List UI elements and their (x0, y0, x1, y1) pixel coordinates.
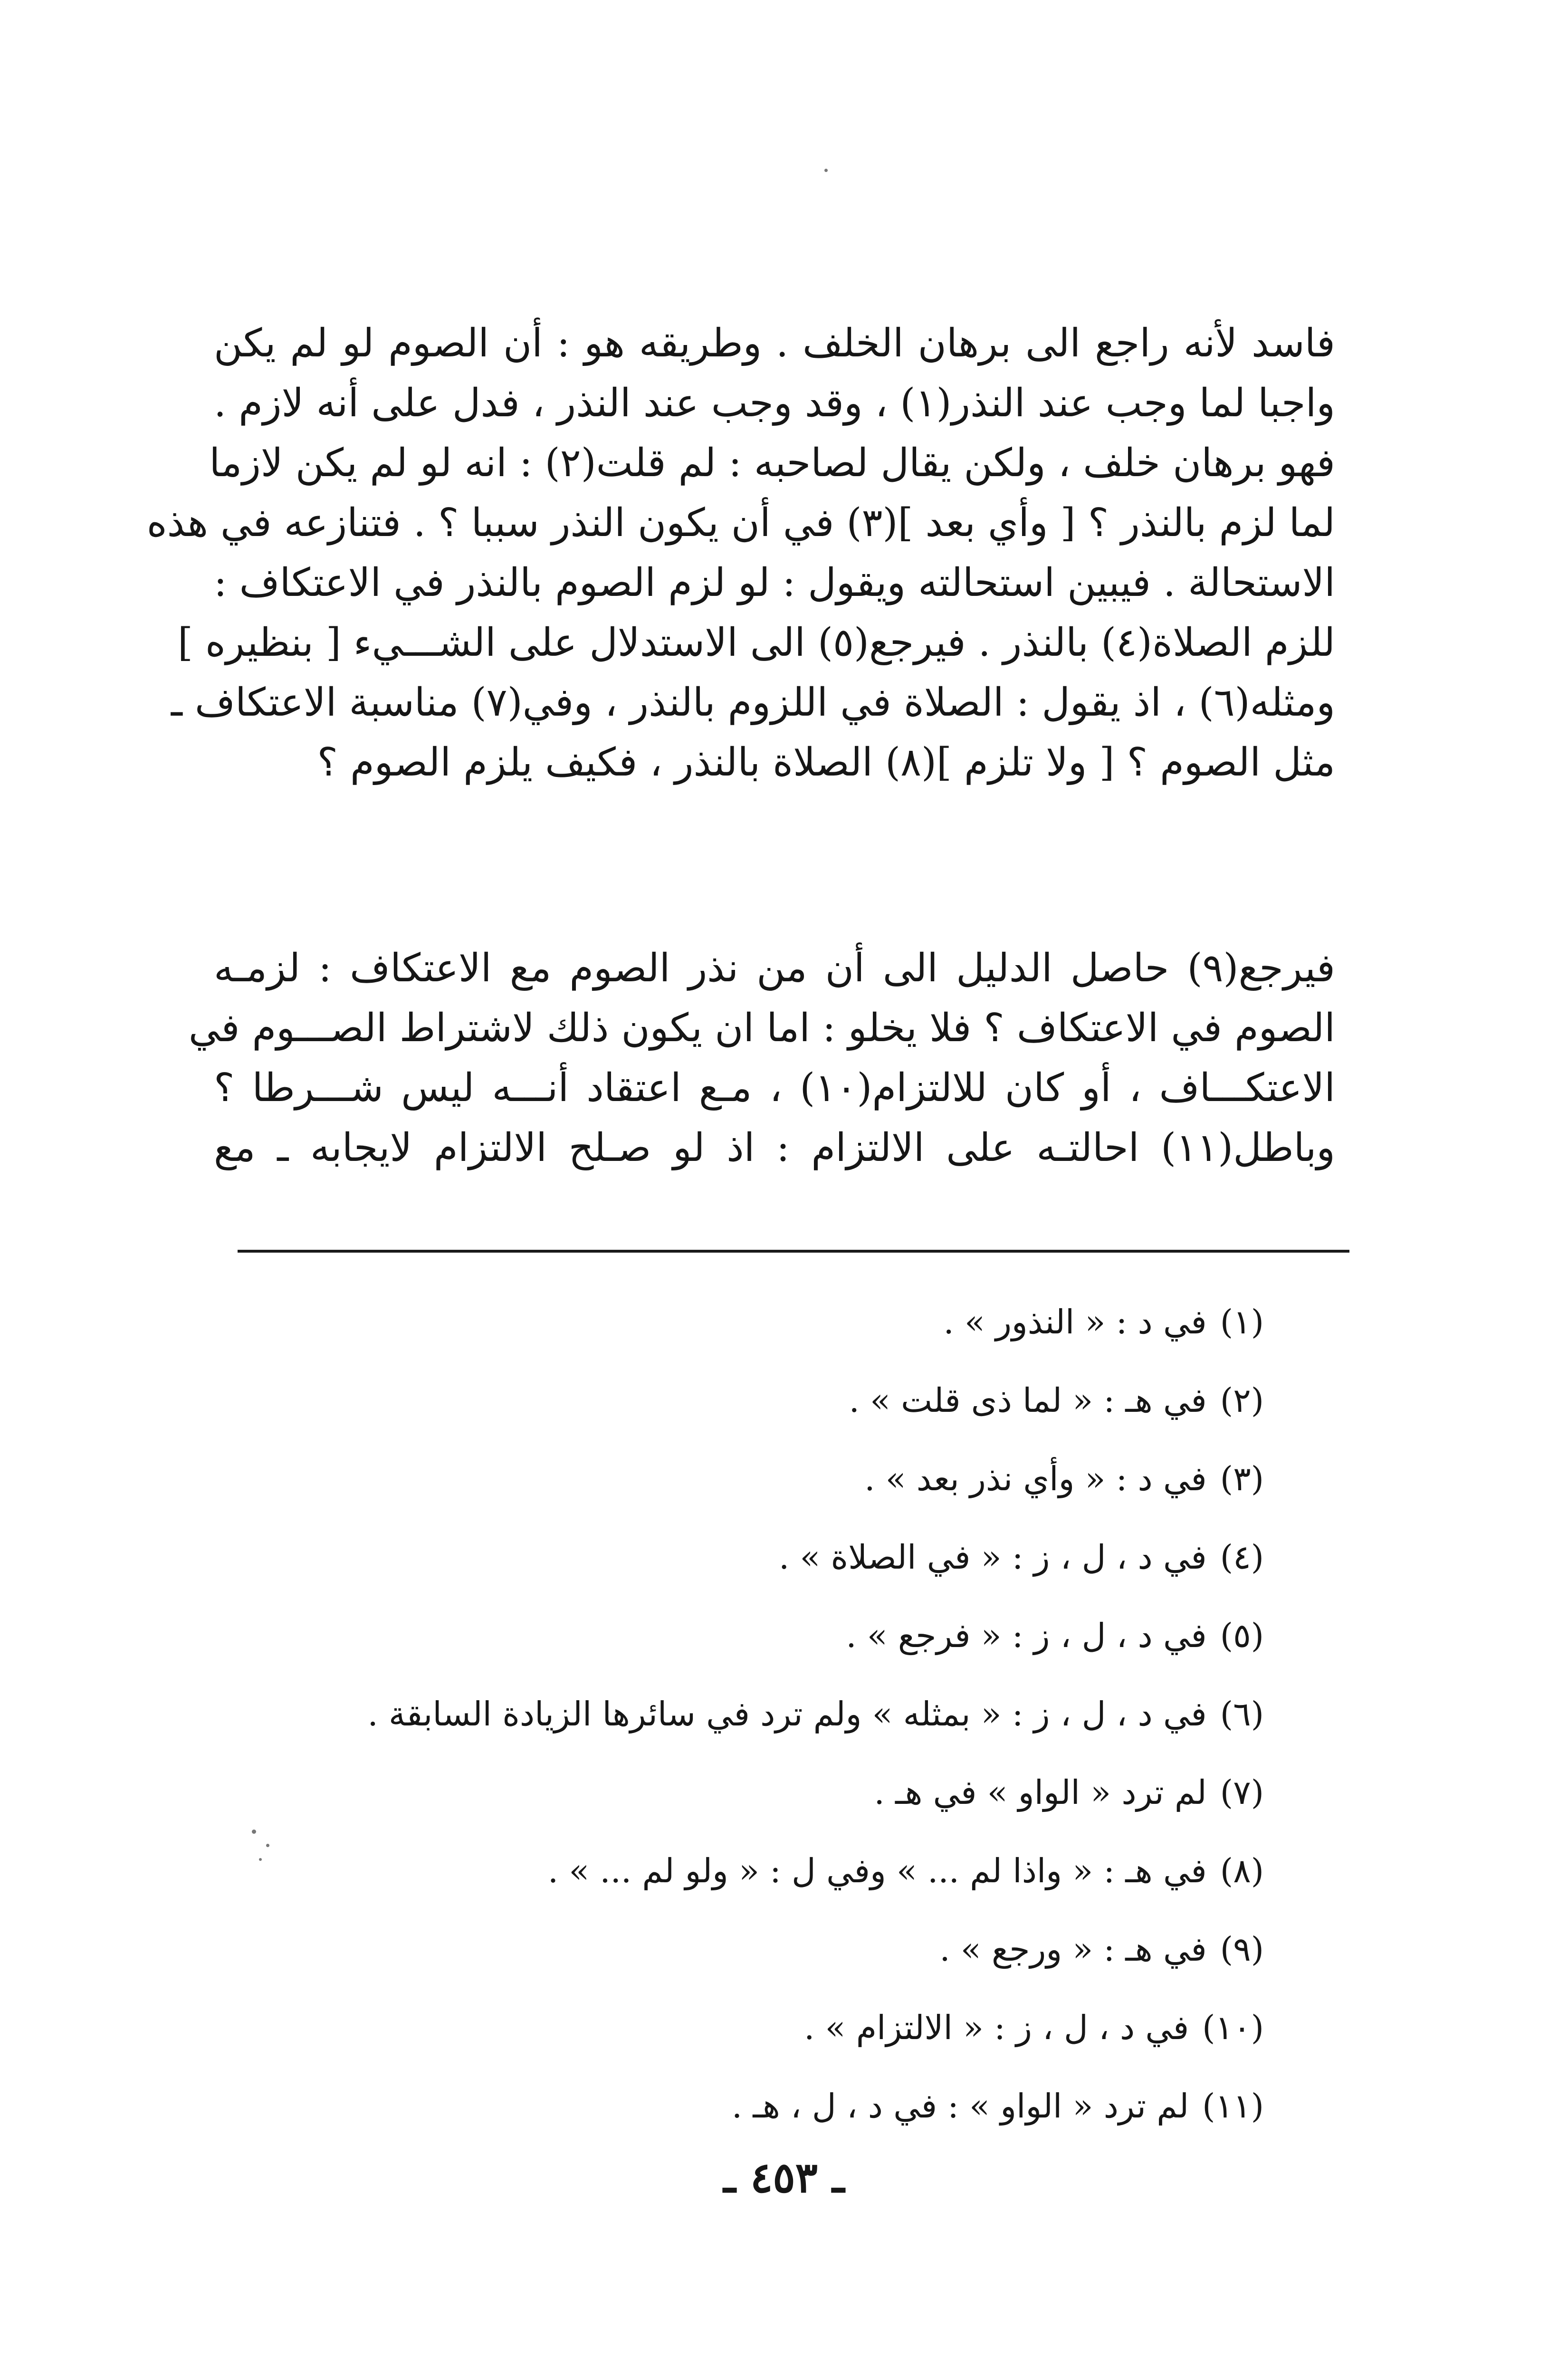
footnote-number: (٥) (1220, 1616, 1264, 1655)
footnote-number: (٨) (1220, 1851, 1264, 1890)
footnotes (238, 1283, 1264, 2146)
text-line: الاستحالة . فيبين استحالته ويقول : لو لزم الصوم بالنذر في الاعتكاف : (213, 560, 1335, 605)
footnote-number: (١١) (1202, 2087, 1264, 2126)
scan-speck (266, 1844, 269, 1847)
footnote-text: لم ترد « الواو » في هـ . (874, 1773, 1207, 1812)
footnote (238, 1989, 1264, 2067)
footnote-divider (238, 1250, 1349, 1253)
footnote-text: في هـ : « واذا لم ... » وفي ل : « ولو لم ... » . (547, 1851, 1207, 1890)
footnote (238, 1518, 1264, 1597)
text-line: مثل الصوم ؟ [ ولا تلزم ](٨) الصلاة بالنذر ، فكيف يلزم الصوم ؟ (317, 740, 1335, 785)
footnote-text: في د ، ل ، ز : « في الصلاة » . (778, 1538, 1207, 1577)
text-line: ومثله(٦) ، اذ يقول : الصلاة في اللزوم بالنذر ، وفي(٧) مناسبة الاعتكاف ـ (171, 680, 1335, 725)
text-line: واجبا لما وجب عند النذر(١) ، وقد وجب عند النذر ، فدل على أنه لازم . (214, 381, 1335, 426)
footnote (238, 1832, 1264, 1910)
footnote (238, 1440, 1264, 1518)
footnote (238, 1597, 1264, 1675)
scan-speck (259, 1858, 262, 1861)
footnote (238, 1361, 1264, 1440)
footnote-text: في د : « وأي نذر بعد » . (864, 1459, 1207, 1498)
scan-speck (824, 169, 828, 172)
page-number: ـ ٤٥٣ ـ (723, 2153, 845, 2202)
footnote-text: لم ترد « الواو » : في د ، ل ، هـ . (731, 2087, 1189, 2126)
footnote-number: (٦) (1220, 1695, 1264, 1734)
footnote-number: (٧) (1220, 1773, 1264, 1812)
footnote-number: (١) (1220, 1303, 1264, 1341)
footnote-number: (٢) (1220, 1381, 1264, 1420)
footnote-text: في د : « النذور » . (943, 1303, 1207, 1341)
footnote-number: (٣) (1220, 1459, 1264, 1498)
text-line: لما لزم بالنذر ؟ [ وأي بعد ](٣) في أن يكون النذر سببا ؟ . فتنازعه في هذه (146, 500, 1335, 546)
paragraph-1 (146, 314, 1335, 793)
text-line: للزم الصلاة(٤) بالنذر . فيرجع(٥) الى الاستدلال على الشـــيء [ بنظيره ] (177, 620, 1335, 665)
footnote (238, 1753, 1264, 1832)
text-line: الاعتكـــاف ، أو كان للالتزام(١٠) ، مـع اعتقاد أنـــه ليس شـــرطا ؟ (214, 1065, 1336, 1111)
scan-speck (252, 1830, 256, 1834)
text-line: الصوم في الاعتكاف ؟ فلا يخلو : اما ان يكون ذلك لاشتراط الصـــوم في (188, 1006, 1335, 1051)
text-line: وباطل(١١) احالتـه على الالتزام : اذ لو صـلح الالتزام لايجابه ـ مع (214, 1125, 1335, 1170)
footnote (238, 2067, 1264, 2146)
footnote-text: في هـ : « ورجع » . (939, 1930, 1207, 1969)
text-line: فيرجع(٩) حاصل الدليل الى أن من نذر الصوم مع الاعتكاف : لزمـه (214, 946, 1335, 991)
footnote (238, 1675, 1264, 1753)
footnote-text: في د ، ل ، ز : « فرجع » . (846, 1616, 1207, 1655)
footnote (238, 1283, 1264, 1361)
text-line: فاسد لأنه راجع الى برهان الخلف . وطريقه هو : أن الصوم لو لم يكن (214, 321, 1335, 366)
footnote-text: في هـ : « لما ذى قلت » . (849, 1381, 1207, 1420)
text-line: فهو برهان خلف ، ولكن يقال لصاحبه : لم قلت(٢) : انه لو لم يكن لازما (209, 441, 1335, 486)
footnote-number: (١٠) (1202, 2008, 1264, 2047)
footnote-number: (٤) (1220, 1538, 1264, 1577)
footnote (238, 1910, 1264, 1989)
footnote-text: في د ، ل ، ز : « الالتزام » . (804, 2008, 1189, 2047)
paragraph-2 (188, 939, 1336, 1178)
footnote-number: (٩) (1220, 1930, 1264, 1969)
footnote-text: في د ، ل ، ز : « بمثله » ولم ترد في سائرها الزيادة السابقة . (367, 1695, 1207, 1734)
